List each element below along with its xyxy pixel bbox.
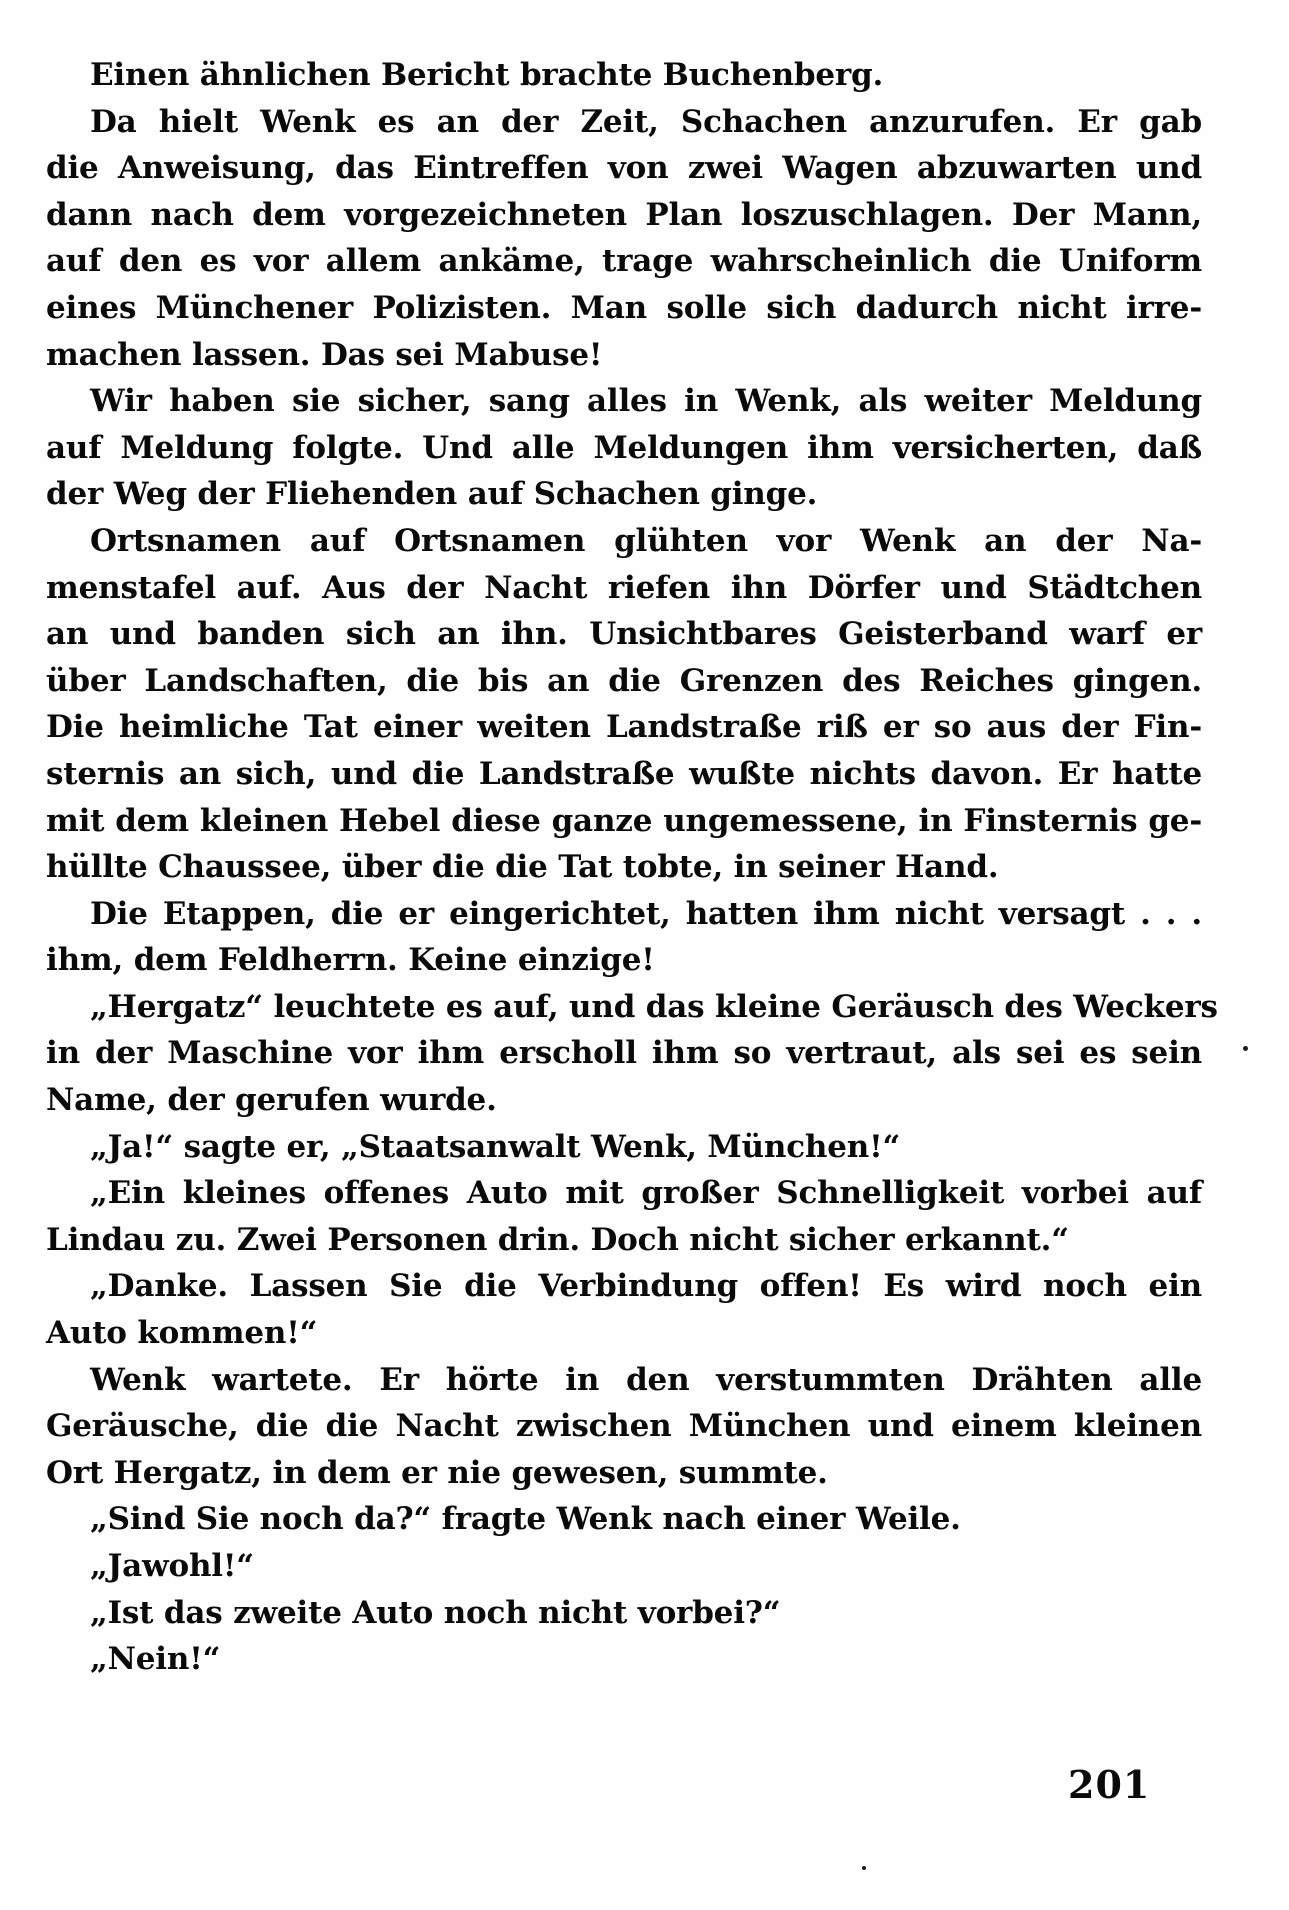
text-line: der Weg der Fliehenden auf Schachen ginge. <box>46 476 818 513</box>
text-line: auf den es vor allem ankäme, trage wahrscheinlich die Uniform <box>46 243 1202 280</box>
text-line: Die heimliche Tat einer weiten Landstraße riß er so aus der Fin- <box>46 709 1202 746</box>
text-line: Lindau zu. Zwei Personen drin. Doch nicht sicher erkannt.“ <box>46 1221 1069 1258</box>
text-line: Da hielt Wenk es an der Zeit, Schachen anzurufen. Er gab <box>90 103 1202 140</box>
text-line: „Nein!“ <box>90 1641 221 1678</box>
text-line: Die Etappen, die er eingerichtet, hatten ihm nicht versagt . . . <box>90 895 1202 932</box>
text-line: „Hergatz“ leuchtete es auf, und das kleine Geräusch des Weckers <box>90 988 1218 1025</box>
page-text <box>46 52 1218 1683</box>
text-line: die Anweisung, das Eintreffen von zwei Wagen abzuwarten und <box>46 150 1202 187</box>
text-line: „Ein kleines offenes Auto mit großer Schnelligkeit vorbei auf <box>90 1175 1202 1212</box>
text-line: hüllte Chaussee, über die die Tat tobte, in seiner Hand. <box>46 849 999 886</box>
text-line: „Sind Sie noch da?“ fragte Wenk nach einer Weile. <box>90 1501 961 1538</box>
text-line: sternis an sich, und die Landstraße wußte nichts davon. Er hatte <box>46 755 1202 792</box>
text-line: „Ist das zweite Auto noch nicht vorbei?“ <box>90 1594 781 1631</box>
text-line: dann nach dem vorgezeichneten Plan loszuschlagen. Der Mann, <box>46 196 1202 233</box>
text-line: menstafel auf. Aus der Nacht riefen ihn Dörfer und Städtchen <box>46 569 1202 606</box>
text-line: in der Maschine vor ihm erscholl ihm so vertraut, als sei es sein <box>46 1035 1202 1072</box>
text-line: ihm, dem Feldherrn. Keine einzige! <box>46 942 655 979</box>
text-line: auf Meldung folgte. Und alle Meldungen ihm versicherten, daß <box>46 429 1202 466</box>
text-line: Wenk wartete. Er hörte in den verstummten Drähten alle <box>90 1361 1202 1398</box>
text-line: an und banden sich an ihn. Unsichtbares Geisterband warf er <box>46 616 1202 653</box>
ink-speck <box>862 1866 866 1870</box>
text-line: Wir haben sie sicher, sang alles in Wenk, als weiter Meldung <box>90 383 1202 420</box>
text-line: Geräusche, die die Nacht zwischen München und einem kleinen <box>46 1408 1202 1445</box>
text-line: „Jawohl!“ <box>90 1548 254 1584</box>
text-line: Ort Hergatz, in dem er nie gewesen, summte. <box>46 1454 828 1491</box>
text-line: Einen ähnlichen Bericht brachte Buchenberg. <box>90 57 884 93</box>
text-line: über Landschaften, die bis an die Grenzen des Reiches gingen. <box>46 662 1202 699</box>
ink-speck <box>1243 1046 1248 1051</box>
text-line: „Danke. Lassen Sie die Verbindung offen! Es wird noch ein <box>90 1268 1202 1305</box>
text-line: machen lassen. Das sei Mabuse! <box>46 336 603 373</box>
text-line: mit dem kleinen Hebel diese ganze ungemessene, in Finsternis ge- <box>46 802 1202 839</box>
text-line: Auto kommen!“ <box>46 1315 318 1352</box>
text-line: eines Münchener Polizisten. Man solle sich dadurch nicht irre- <box>46 289 1202 326</box>
text-line: Name, der gerufen wurde. <box>46 1082 497 1119</box>
text-line: Ortsnamen auf Ortsnamen glühten vor Wenk an der Na- <box>90 522 1202 559</box>
page-number: 201 <box>1068 1762 1151 1807</box>
text-line: „Ja!“ sagte er, „Staatsanwalt Wenk, München!“ <box>90 1128 901 1165</box>
